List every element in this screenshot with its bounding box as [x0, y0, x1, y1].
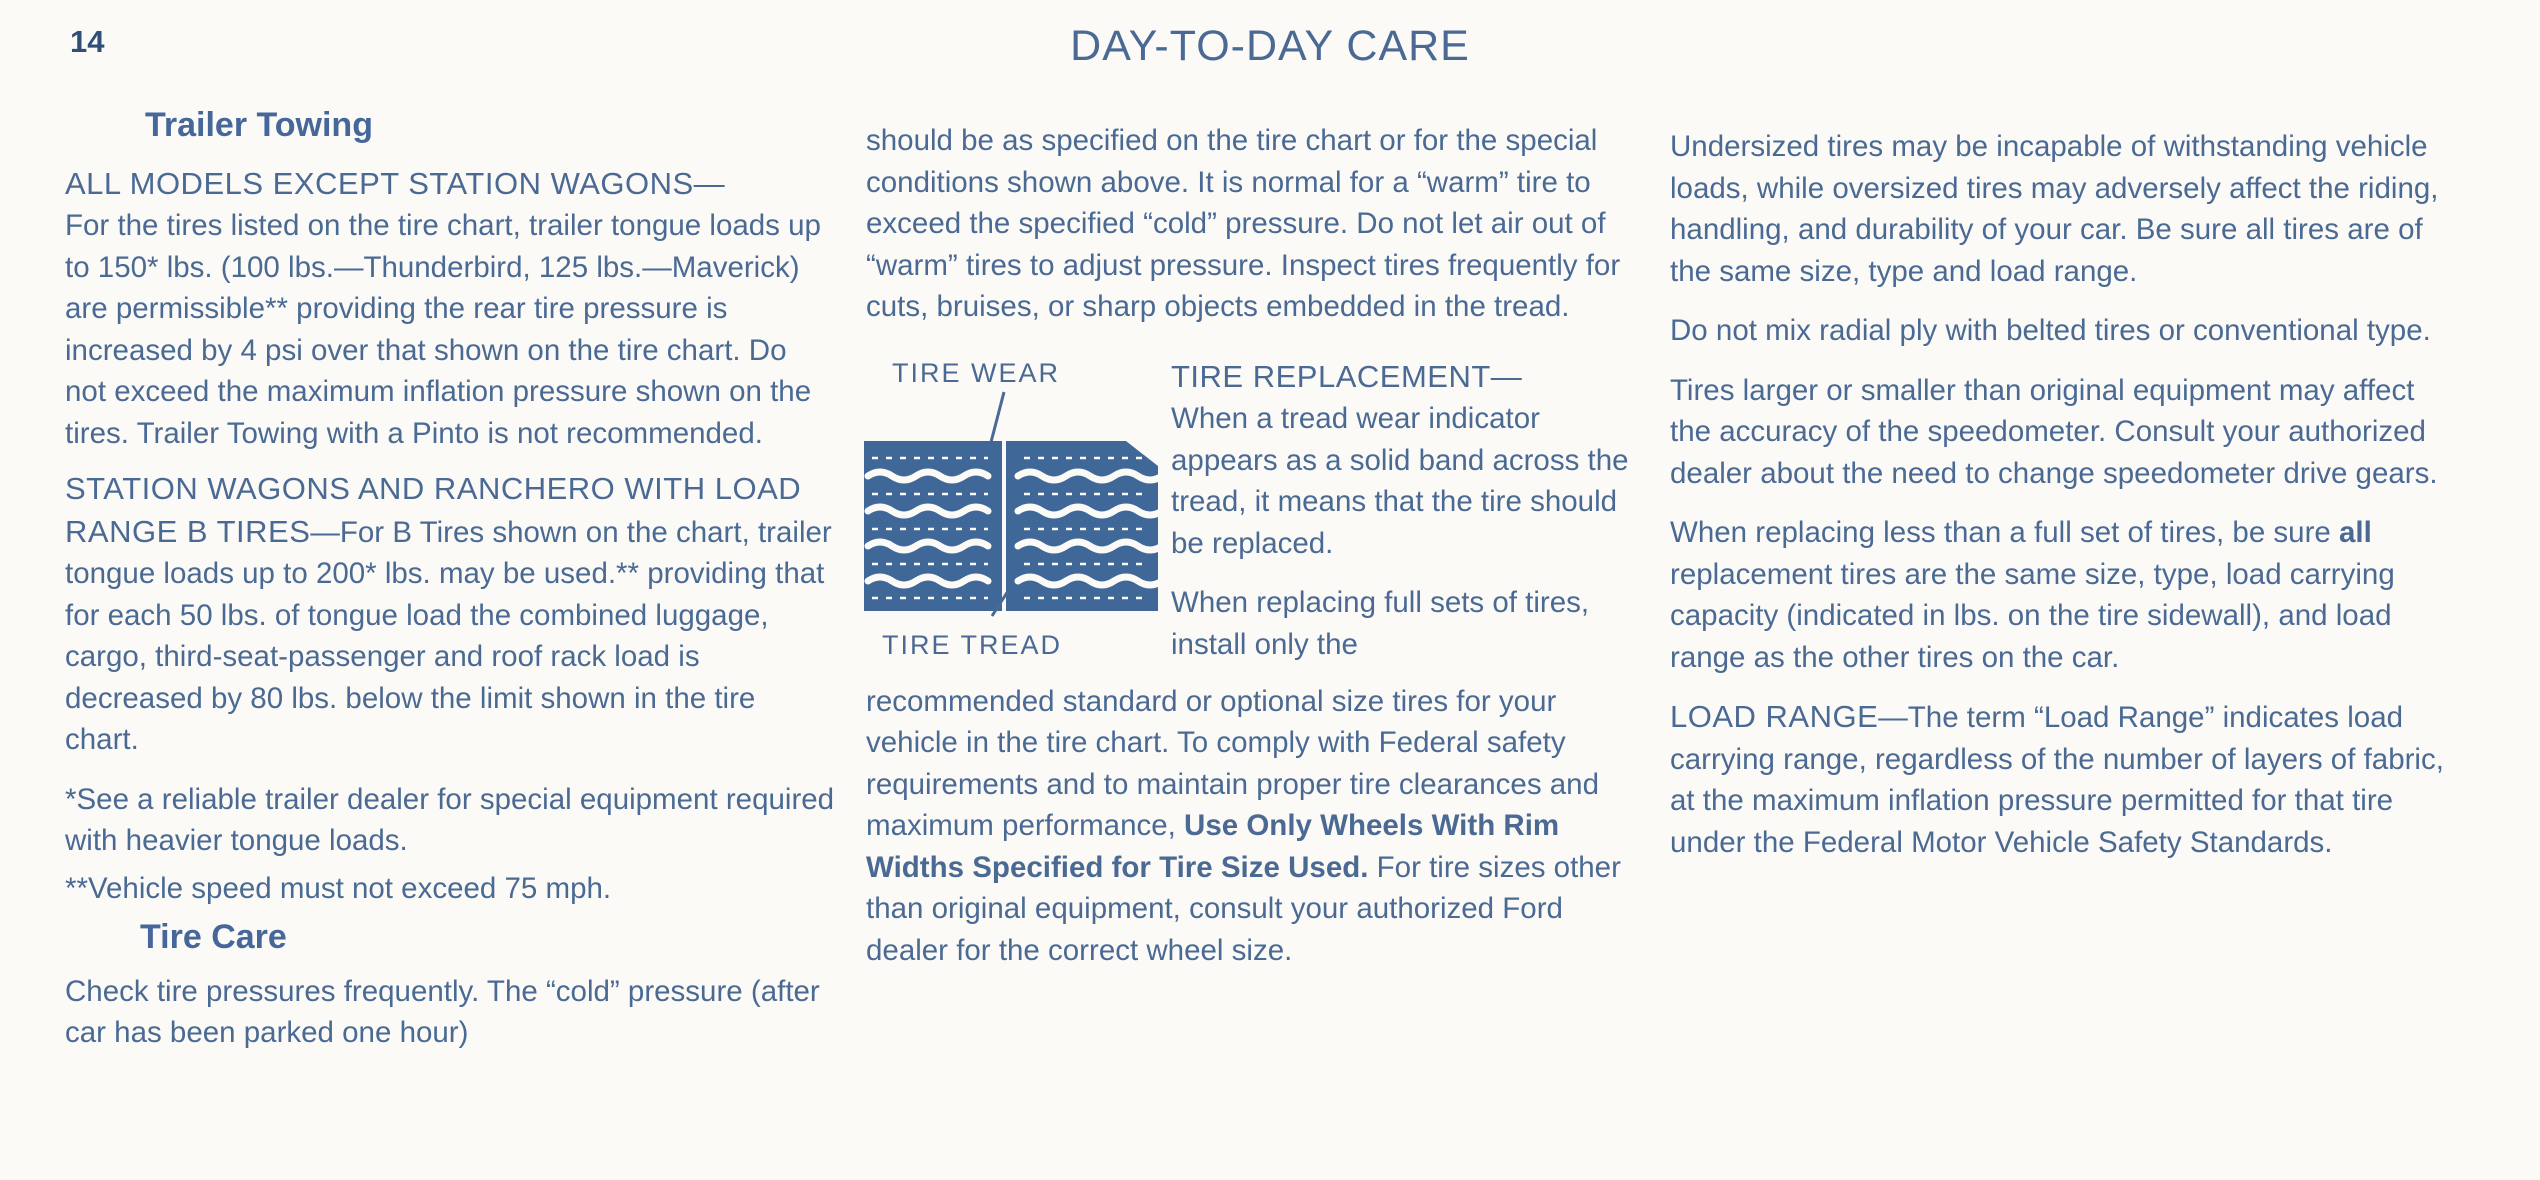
- paragraph-all-models: [65, 163, 835, 455]
- all-models-text: For the tires listed on the tire chart, trailer tongue loads up to 150* lbs. (100 lbs.—Thunderbird, 125 lbs.—Maverick) are permissible** providing the rear tire pressure is increased by 4 psi over that shown on the tire chart. Do not exceed the maximum inflation pressure shown on the tires. Trailer Towing with a Pinto is not recommended.: [65, 209, 821, 450]
- paragraph-load-range: [1670, 696, 2460, 863]
- paragraph-speedometer: Tires larger or smaller than original equipment may affect the accuracy of the speedometer. Consult your authorized dealer about the need to change speedometer drive gears.: [1670, 373, 2438, 490]
- load-range-text: —The term “Load Range” indicates load carrying range, regardless of the number of layers of fabric, at the maximum inflation pressure permitted for that tire under the Federal Motor Vehicle Safety Standards.: [1670, 701, 2444, 859]
- page-number: 14: [70, 24, 105, 59]
- column-left: [65, 105, 835, 1072]
- section-heading-tire-care: Tire Care: [140, 918, 287, 956]
- column-middle: [866, 120, 1636, 989]
- tire-tread-label: TIRE TREAD: [882, 629, 1063, 660]
- footnote-2: **Vehicle speed must not exceed 75 mph.: [65, 871, 612, 905]
- load-range-caps: LOAD RANGE: [1670, 699, 1879, 734]
- tire-replacement-body: When a tread wear indicator appears as a solid band across the tread, it means that the tire should be replaced.: [1171, 402, 1629, 560]
- paragraph-continued: should be as specified on the tire chart or for the special conditions shown above. It is normal for a “warm” tire to exceed the specified “cold” pressure. Do not let air out of “warm” tires to adjust pressure. Inspect tires frequently for cuts, bruises, or sharp objects embedded in the tread.: [866, 124, 1621, 323]
- footnote-1: *See a reliable trailer dealer for special equipment required with heavier tongue loads.: [65, 782, 835, 857]
- paragraph-tire-care: Check tire pressures frequently. The “cold” pressure (after car has been parked one hour): [65, 974, 820, 1049]
- paragraph-less-than-full-set: [1670, 512, 2460, 678]
- paragraph-tire-replacement: [1171, 356, 1641, 565]
- paragraph-station-wagons: [65, 468, 835, 761]
- all-models-caps: ALL MODELS EXCEPT STATION WAGONS—: [65, 165, 726, 201]
- less-than-full-set-a: When replacing less than a full set of tires, be sure: [1670, 516, 2331, 549]
- less-than-full-set-b: replacement tires are the same size, type, load carrying capacity (indicated in lbs. on the tire sidewall), and load range as the other tires on the car.: [1670, 557, 2395, 674]
- paragraph-full-sets: [866, 681, 1636, 972]
- tire-replacement-caps: TIRE REPLACEMENT—: [1171, 358, 1523, 394]
- station-wagons-caps: STATION WAGONS AND RANCHERO WITH LOAD RANGE B TIRES: [65, 471, 802, 549]
- all-bold: all: [2339, 516, 2372, 549]
- full-sets-text: recommended standard or optional size tires for your vehicle in the tire chart. To comply with Federal safety requirements and to maintain proper tire clearances and maximum performance,: [866, 684, 1599, 842]
- section-heading-trailer-towing: Trailer Towing: [145, 106, 373, 144]
- paragraph-do-not-mix: Do not mix radial ply with belted tires or conventional type.: [1670, 314, 2431, 347]
- paragraph-undersized: Undersized tires may be incapable of withstanding vehicle loads, while oversized tires may adversely affect the riding, handling, and durability of your car. Be sure all tires are of the same size, type and load range.: [1670, 130, 2439, 288]
- tire-tread-figure: [858, 346, 1178, 681]
- rim-widths-bold: Use Only Wheels With Rim Widths Specified for Tire Size Used.: [866, 809, 1560, 884]
- column-right: [1670, 126, 2460, 881]
- full-sets-end: For tire sizes other than original equipment, consult your authorized Ford dealer for the correct wheel size.: [866, 850, 1621, 967]
- tire-replacement-text: [1171, 356, 1641, 684]
- tire-wear-label: TIRE WEAR: [892, 357, 1061, 388]
- station-wagons-text: —For B Tires shown on the chart, trailer tongue loads up to 200* lbs. may be used.** providing that for each 50 lbs. of tongue load the combined luggage, cargo, third-seat-passenger and roof rack load is decreased by 80 lbs. below the limit shown in the tire chart.: [65, 515, 832, 756]
- tire-replacement-block: [866, 346, 1636, 681]
- page-title: DAY-TO-DAY CARE: [1070, 22, 1470, 70]
- paragraph-full-sets-start: When replacing full sets of tires, install only the: [1171, 586, 1590, 661]
- tire-wear-arrow: [990, 392, 1004, 446]
